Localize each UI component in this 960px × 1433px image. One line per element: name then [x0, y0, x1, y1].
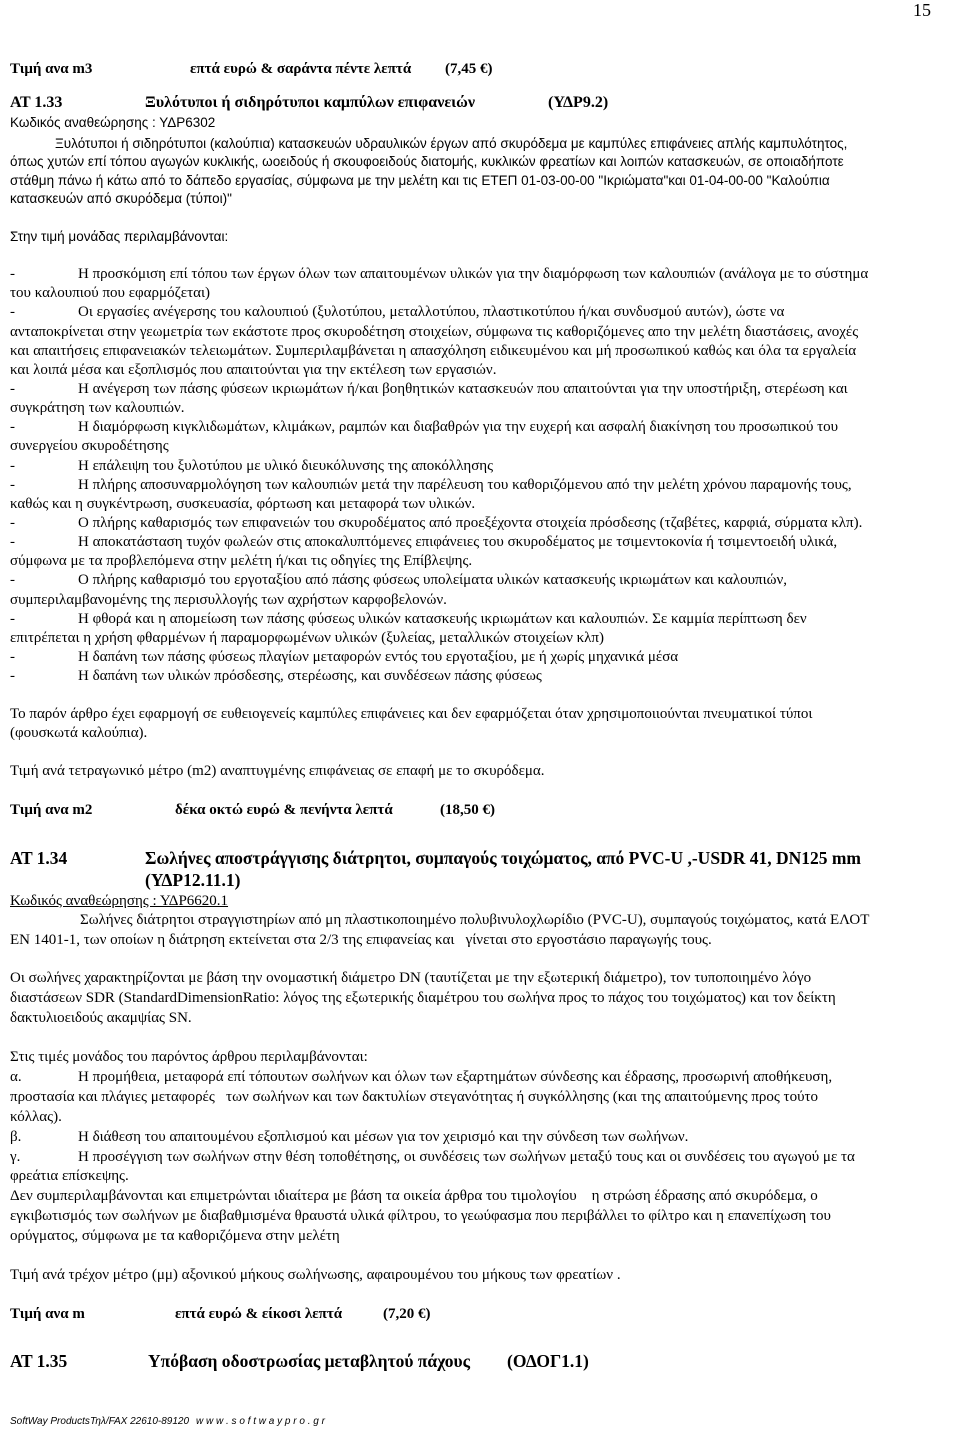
- list-item-line: καθώς και η συγκέντρωση, συσκευασία, φόρτωση και μεταφορά των υλικών.: [10, 496, 476, 512]
- list-item-line: Η πλήρης αποσυναρμολόγηση των καλουπιών μετά την παρέλευση του καθοριζόμενου από την μελέτη χρόνου παραμονής τους,: [78, 477, 852, 493]
- list-item-line: σύμφωνα με τα προβλεπόμενα στην μελέτη ή/και τις οδηγίες της Επίβλεψης.: [10, 553, 473, 569]
- article-code: ΑΤ 1.33: [10, 94, 63, 111]
- article-title: Σωλήνες αποστράγγισης διάτρητοι, συμπαγούς τοιχώματος, από PVC-U ,-USDR 41, DN125 mm: [145, 848, 862, 868]
- characteristics-line: Οι σωλήνες χαρακτηρίζονται με βάση την ονομαστική διάμετρο DN (ταυτίζεται με την εξωτερική διάμετρο), τον τυποποιημένο λόγο: [10, 970, 812, 986]
- note-line: Το παρόν άρθρο έχει εφαρμογή σε ευθειογενείς καμπύλες επιφάνειες και δεν εφαρμόζεται όταν χρησιμοποιιούνται πνευματικοί τύποι: [10, 706, 813, 722]
- list-marker: -: [10, 649, 15, 665]
- price-label: Τιμή ανα m2: [10, 802, 93, 818]
- price-label: Τιμή ανα m3: [10, 61, 93, 77]
- list-marker: α.: [10, 1069, 22, 1085]
- list-item-line: Η δαπάνη των υλικών πρόσδεσης, στερέωσης, και συνδέσεων πάσης φύσεως: [78, 668, 542, 684]
- list-marker: -: [10, 572, 15, 588]
- list-item-line: προστασία και πλάγιες μεταφορές των σωλήνων και των δακτυλίων στεγανότητας ή συγκόλλησης (και της απαιτούμενης προς τούτο: [10, 1089, 819, 1105]
- list-item-line: Η προσέγγιση των σωλήνων στην θέση τοποθέτησης, οι συνδέσεις των σωλήνων μεταξύ τους και οι συνδέσεις του αγωγού με τα: [78, 1149, 855, 1165]
- article-code: ΑΤ 1.35: [10, 1351, 68, 1371]
- list-marker: -: [10, 266, 15, 282]
- unit-line: Τιμή ανά τρέχον μέτρο (μμ) αξονικού μήκους σωλήνωσης, αφαιρουμένου του μήκους των φρεατίων .: [10, 1267, 621, 1283]
- list-marker: -: [10, 304, 15, 320]
- price-words: δέκα οκτώ ευρώ & πενήντα λεπτά: [175, 802, 393, 818]
- footer-phone: Τηλ/FAX 22610-89120: [90, 1416, 190, 1427]
- footer-website: w w w . s o f t w a y p r o . g r: [196, 1416, 325, 1427]
- list-marker: γ.: [10, 1149, 21, 1165]
- list-item-line: Η επάλειψη του ξυλοτύπου με υλικό διευκόλυνσης της αποκόλλησης: [78, 458, 494, 474]
- list-marker: -: [10, 515, 15, 531]
- unit-line: Τιμή ανά τετραγωνικό μέτρο (m2) αναπτυγμένης επιφάνειας σε επαφή με το σκυρόδεμα.: [10, 763, 545, 779]
- list-item-line: Ο πλήρης καθαρισμός των επιφανειών του σκυροδέματος από προεξέχοντα στοιχεία πρόσδεσης (τζαβέτες, καρφιά, σύρματα κλπ).: [78, 515, 863, 531]
- list-item-line: Η προσκόμιση επί τόπου των έργων όλων των απαιτουμένων υλικών για την διαμόρφωση των καλουπιών (ανάλογα με το σύστημα: [78, 266, 869, 282]
- list-item-line: ανταποκρίνεται στην γεωμετρία των εκάστοτε προς σκυροδέτηση στοιχείων, σύμφωνα τις καθοριζόμενες απο την μελέτη διαστάσεις, ανοχές: [10, 324, 859, 340]
- list-item-line: συμπεριλαμβανομένης της περισυλλογής των αχρήστων καρφοβελονών.: [10, 592, 447, 608]
- price-words: επτά ευρώ & σαράντα πέντε λεπτά: [190, 61, 412, 77]
- list-marker: -: [10, 668, 15, 684]
- list-item-line: Η αποκατάσταση τυχόν φωλεών στις αποκαλυπτόμενες επιφάνειες του σκυροδέματος με τσιμεντοκονία ή τσιμεντοειδή υλικά,: [78, 534, 838, 550]
- list-item-line: κόλλας).: [10, 1109, 62, 1125]
- list-item-line: συνεργείου σκυροδέτησης: [10, 438, 169, 454]
- list-item-line: και λοιπά μέσα και εξοπλισμός που απαιτούνται για την εκτέλεση των εργασιών.: [10, 362, 497, 378]
- includes-heading: Στις τιμές μονάδος του παρόντος άρθρου περιλαμβάνονται:: [10, 1049, 368, 1065]
- note-line: (φουσκωτά καλούπια).: [10, 725, 148, 741]
- list-item-line: Οι εργασίες ανέγερσης του καλουπιού (ξυλοτύπου, μεταλλοτύπου, πλαστικοτύπου ή/και συνδυσμού αυτών), ώστε να: [78, 304, 785, 320]
- characteristics-line: δακτυλιοειδούς ακαμψίας SN.: [10, 1010, 192, 1026]
- list-item-line: φρεάτια επίσκεψης.: [10, 1168, 129, 1184]
- excluded-line: ορύγματος, σύμφωνα με τα καθοριζόμενα στην μελέτη: [10, 1228, 340, 1244]
- list-item-line: Η προμήθεια, μεταφορά επί τόπουτων σωλήνων και όλων των εξαρτημάτων σύνδεσης και έδρασης, προσωρινή αποθήκευση,: [78, 1069, 833, 1085]
- list-marker: -: [10, 534, 15, 550]
- list-marker: β.: [10, 1129, 22, 1145]
- includes-heading: Στην τιμή μονάδας περιλαμβάνονται:: [10, 229, 229, 244]
- revision-code: Κωδικός αναθεώρησης : ΥΔΡ6302: [10, 115, 216, 130]
- article-title: Υπόβαση οδοστρωσίας μεταβλητού πάχους: [148, 1351, 470, 1371]
- list-marker: -: [10, 381, 15, 397]
- list-item-line: του καλουπιού που εφαρμόζεται): [10, 285, 210, 301]
- list-item-line: Η ανέγερση των πάσης φύσεων ικριωμάτων ή/και βοηθητικών κατασκευών που απαιτούνται για την υποστήριξη, στερέωση και: [78, 381, 848, 397]
- description-line: ΕΝ 1401-1, των οποίων η διάτρηση εκτείνεται στα 2/3 της επιφανείας και γίνεται στο εργοστάσιο παραγωγής τους.: [10, 932, 712, 948]
- list-item-line: και απαιτήσεις επιφανειακών τελειωμάτων. Συμπεριλαμβάνεται η απασχόληση ειδικευμένου και μή προσωπικού καθώς και όλα τα εργαλεία: [10, 343, 857, 359]
- footer-company: SoftWay Products: [10, 1416, 90, 1427]
- list-item-line: Η φθορά και η απομείωση των πάσης φύσεως υλικών κατασκευής ικριωμάτων και καλουπιών. Σε καμμία περίπτωση δεν: [78, 611, 807, 627]
- article-ref: (ΥΔΡ9.2): [548, 94, 609, 111]
- page-number: 15: [913, 0, 931, 20]
- price-label: Τιμή ανα m: [10, 1306, 85, 1322]
- article-ref: (ΟΔΟΓ1.1): [507, 1351, 589, 1371]
- description-line: όπως χυτών επί τόπου αγωγών κυκλικής, ωοειδούς ή σκουφοειδούς διατομής, κυκλικών φρεατίων και λοιπών κατασκευών, σε οποιαδήποτε: [10, 154, 844, 169]
- description-line: στάθμη πάνω ή κάτω από το δάπεδο εργασίας, σύμφωνα με την μελέτη και τις ΕΤΕΠ 01-03-00-00 "Ικριώματα"και 01-04-00-00 "Καλούπια: [10, 173, 830, 188]
- price-amount: (7,20 €): [383, 1306, 431, 1322]
- list-item-line: Η διάθεση του απαιτουμένου εξοπλισμού και μέσων για τον χειρισμό και την σύνδεση των σωλήνων.: [78, 1129, 689, 1145]
- description-line: Σωλήνες διάτρητοι στραγγιστηρίων από μη πλαστικοποιημένο πολυβινυλοχλωρίδιο (PVC-U), συμπαγούς τοιχώματος, κατά ΕΛΟΤ: [80, 912, 870, 928]
- list-marker: -: [10, 611, 15, 627]
- list-item-line: Η διαμόρφωση κιγκλιδωμάτων, κλιμάκων, ραμπών και διαβαθρών για την ευχερή και ασφαλή διακίνηση του προσωπικού του: [78, 419, 839, 435]
- article-ref: (ΥΔΡ12.11.1): [145, 870, 241, 890]
- excluded-line: Δεν συμπεριλαμβάνονται και επιμετρώνται ιδιαίτερα με βάση τα οικεία άρθρα του τιμολογίου η στρώση έδρασης από σκυρόδεμα, ο: [10, 1188, 818, 1204]
- list-marker: -: [10, 458, 15, 474]
- revision-code: Κωδικός αναθεώρησης : ΥΔΡ6620.1: [10, 893, 229, 909]
- list-item-line: Ο πλήρης καθαρισμό του εργοταξίου από πάσης φύσεως υπολείματα υλικών κατασκευής ικριωμάτων και καλουπιών,: [78, 572, 788, 588]
- excluded-line: εγκιβωτισμός των σωλήνων με διαβαθμισμένα θραυστά υλικά φίλτρου, το γεωύφασμα που περιβάλλει το φίλτρο και η επανεπίχωση του: [10, 1208, 831, 1224]
- list-item-line: επιτρέπεται η χρήση φθαρμένων ή παραμορφωμένων υλικών (ξυλείας, μεταλλικών στοιχείων κλπ): [10, 630, 605, 646]
- price-amount: (18,50 €): [440, 802, 495, 818]
- article-code: ΑΤ 1.34: [10, 848, 68, 868]
- article-title: Ξυλότυποι ή σιδηρότυποι καμπύλων επιφανειών: [145, 94, 475, 111]
- description-line: κατασκευών από σκυρόδεμα (τύποι)": [10, 191, 232, 206]
- price-words: επτά ευρώ & είκοσι λεπτά: [175, 1306, 343, 1322]
- list-marker: -: [10, 419, 15, 435]
- list-item-line: Η δαπάνη των πάσης φύσεως πλαγίων μεταφορών εντός του εργοταξίου, με ή χωρίς μηχανικά μέσα: [78, 649, 679, 665]
- price-amount: (7,45 €): [445, 61, 493, 77]
- list-marker: -: [10, 477, 15, 493]
- characteristics-line: διαστάσεων SDR (StandardDimensionRatio: λόγος της εξωτερικής διαμέτρου του σωλήνα προς το πάχος του τοιχώματος) και τον δείκτη: [10, 990, 836, 1006]
- description-line: Ξυλότυποι ή σιδηρότυποι (καλούπια) κατασκευών υδραυλικών έργων από σκυρόδεμα με καμπύλες επιφάνειες απλής καμπυλότητος,: [55, 136, 848, 151]
- list-item-line: συγκράτηση των καλουπιών.: [10, 400, 185, 416]
